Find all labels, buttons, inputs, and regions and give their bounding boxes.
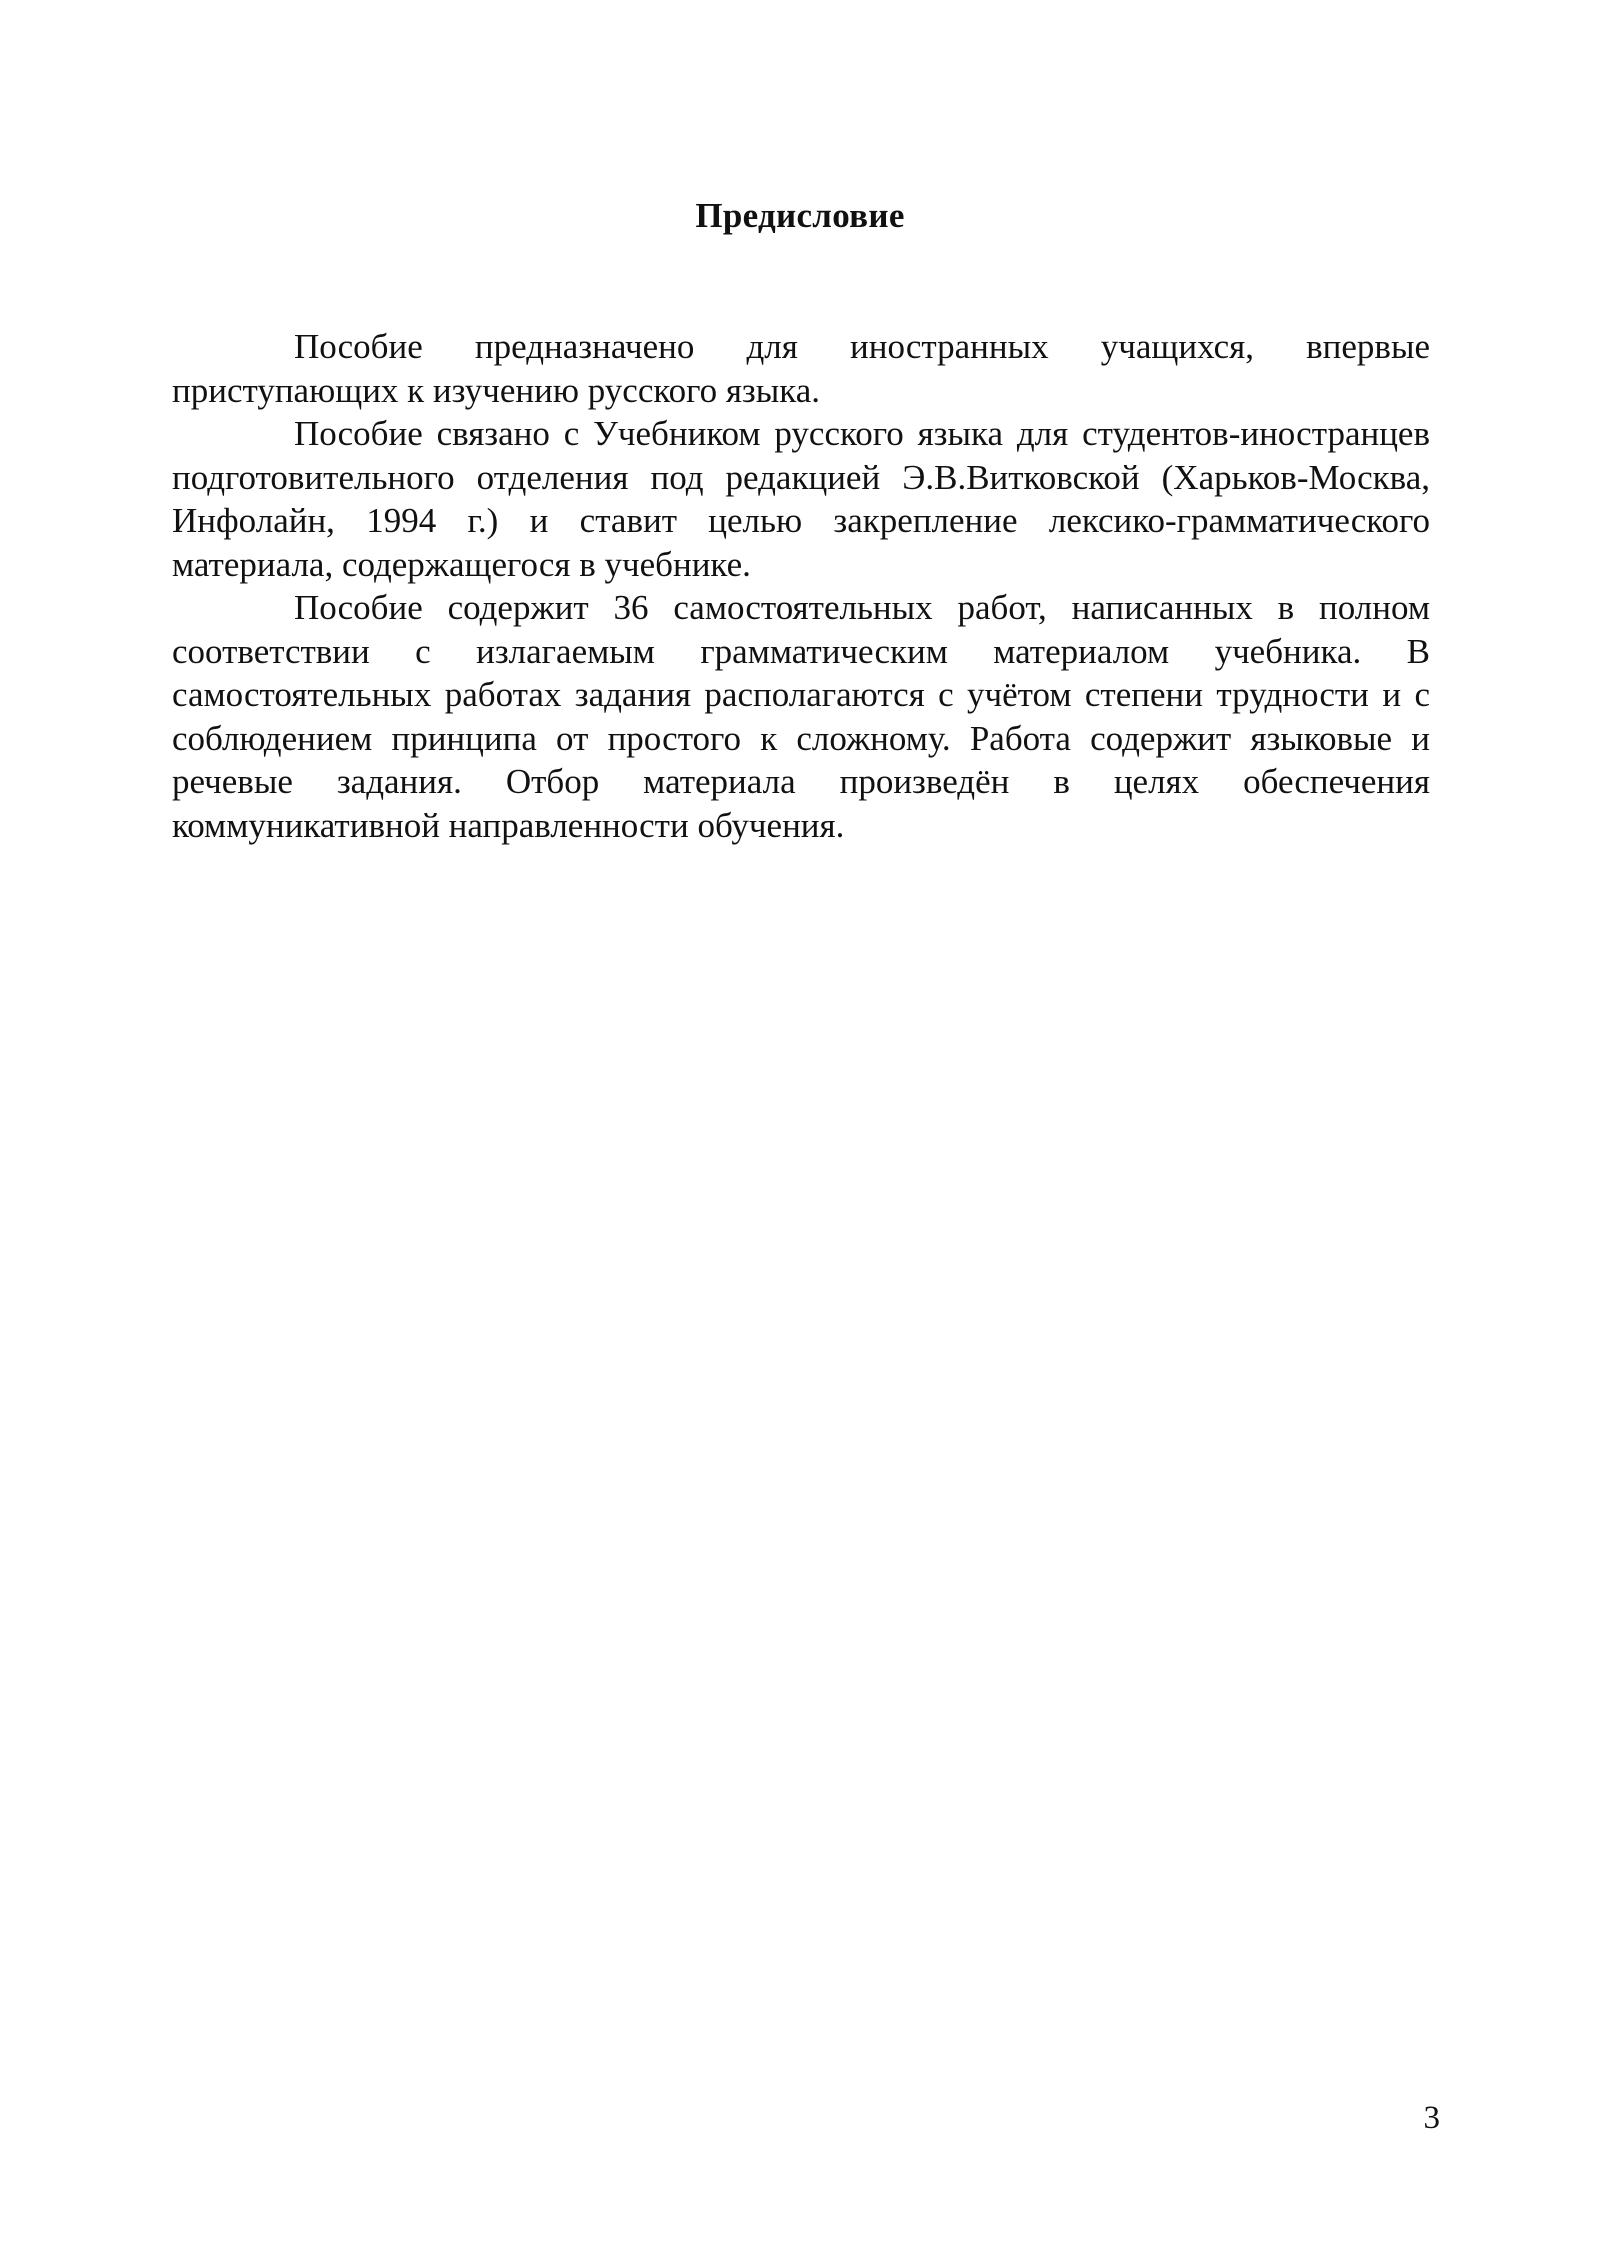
paragraph-3: Пособие содержит 36 самостоятельных работ, написанных в полном соответствии с излагаемым грамматическим материалом учебника. В самостоятельных работах задания располагаются с учётом степени трудности и с соблюдением принципа от простого к сложному. Работа содержит языковые и речевые задания. Отбор материала произведён в целях обеспечения коммуникативной направленности обучения. [172, 588, 1430, 845]
page-title: Предисловие [695, 196, 905, 235]
paragraph-1: Пособие предназначено для иностранных учащихся, впервые приступающих к изучению русского языка. [172, 327, 1430, 410]
paragraph-2: Пособие связано с Учебником русского языка для студентов-иностранцев подготовительного отделения под редакцией Э.В.Витковской (Харьков-Москва, Инфолайн, 1994 г.) и ставит целью закрепление лексико-грамматического материала, содержащегося в учебнике. [172, 414, 1430, 584]
preface-body [172, 325, 1430, 847]
page-number: 3 [1423, 2100, 1440, 2136]
